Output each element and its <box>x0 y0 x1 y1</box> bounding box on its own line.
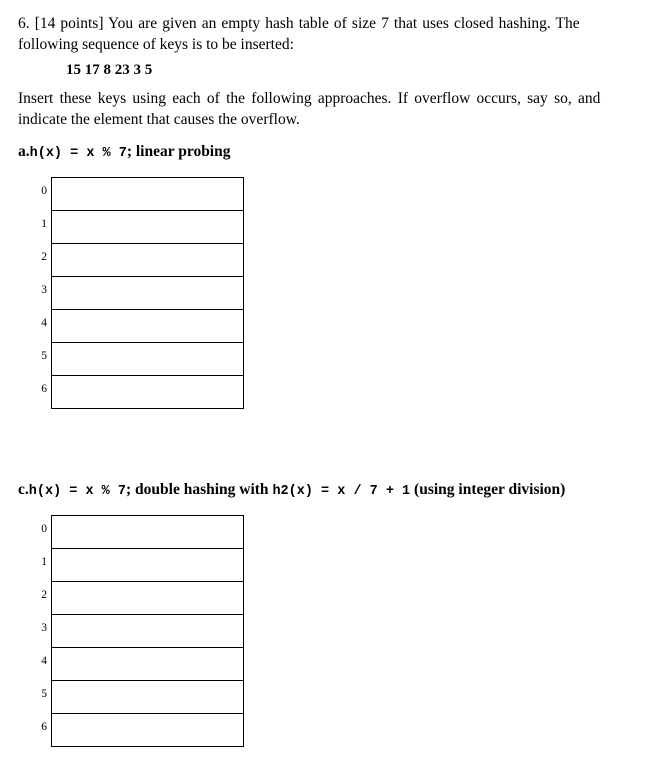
slot-index-label: 5 <box>41 688 47 700</box>
question-line-3: Insert these keys using each of the following approaches. If overflow occurs, say so, and <box>18 90 601 107</box>
slot-index-label: 1 <box>41 218 47 230</box>
question-line-2: following sequence of keys is to be inserted: <box>18 36 294 53</box>
slot-index-label: 3 <box>41 622 47 634</box>
slot-index-label: 6 <box>41 383 47 395</box>
slot-index-label: 5 <box>41 350 47 362</box>
hash-slot-2[interactable] <box>51 243 244 277</box>
hash-slot-4[interactable] <box>51 309 244 343</box>
hash-slot-0[interactable] <box>51 177 244 211</box>
slot-index-label: 0 <box>41 523 47 535</box>
hash-slot-6[interactable] <box>51 713 244 747</box>
part-c-method: ; double hashing with <box>125 481 269 498</box>
slot-index-label: 3 <box>41 284 47 296</box>
part-a-label <box>18 143 231 161</box>
hash-slot-0[interactable] <box>51 515 244 549</box>
hash-slot-3[interactable] <box>51 614 244 648</box>
hash-slot-4[interactable] <box>51 647 244 681</box>
part-a-prefix: a. <box>18 143 30 160</box>
slot-index-label: 2 <box>41 589 47 601</box>
question-line-1: 6. [14 points] You are given an empty hash table of size 7 that uses closed hashing. The <box>18 15 580 32</box>
part-c-note: (using integer division) <box>410 481 566 498</box>
part-c-label <box>18 481 565 499</box>
question-line-4: indicate the element that causes the overflow. <box>18 111 300 128</box>
part-c-secondary-hash: h2(x) = x / 7 + 1 <box>272 484 411 499</box>
part-c-prefix: c. <box>18 481 29 498</box>
slot-index-label: 4 <box>41 655 47 667</box>
hash-slot-3[interactable] <box>51 276 244 310</box>
part-a-method: ; linear probing <box>126 143 231 160</box>
hash-slot-6[interactable] <box>51 375 244 409</box>
hash-slot-2[interactable] <box>51 581 244 615</box>
slot-index-label: 4 <box>41 317 47 329</box>
key-sequence: 15 17 8 23 3 5 <box>66 62 153 78</box>
hash-slot-5[interactable] <box>51 342 244 376</box>
slot-index-label: 0 <box>41 185 47 197</box>
hash-slot-1[interactable] <box>51 548 244 582</box>
hash-slot-5[interactable] <box>51 680 244 714</box>
slot-index-label: 6 <box>41 721 47 733</box>
slot-index-label: 1 <box>41 556 47 568</box>
hash-slot-1[interactable] <box>51 210 244 244</box>
part-a-hash-function: h(x) = x % 7 <box>29 146 127 161</box>
slot-index-label: 2 <box>41 251 47 263</box>
part-c-hash-function: h(x) = x % 7 <box>28 484 126 499</box>
